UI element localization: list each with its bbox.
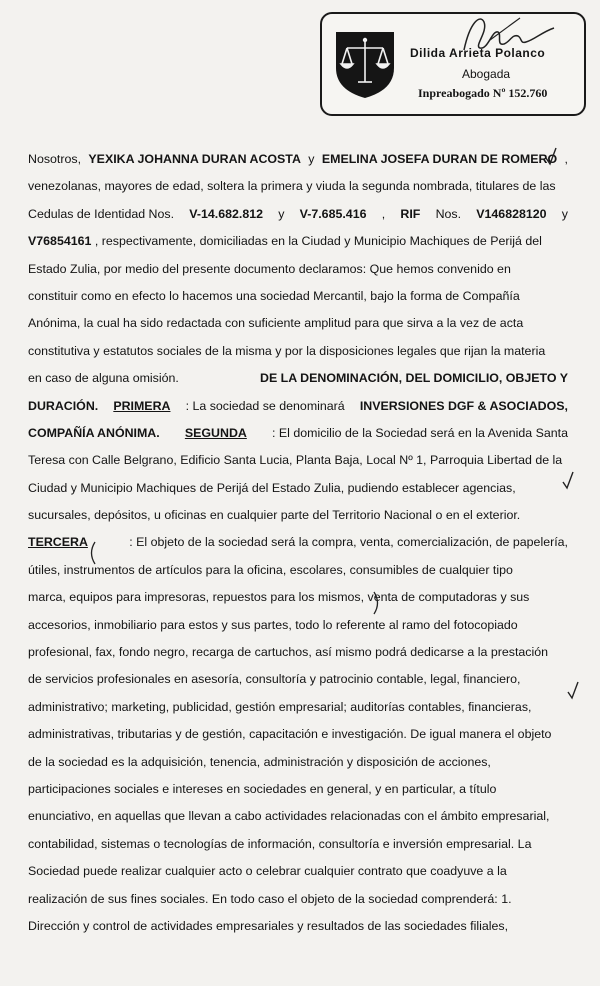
text-segment: COMPAÑÍA ANÓNIMA.	[28, 425, 160, 440]
text-segment: : La sociedad se denominará	[185, 398, 345, 413]
text-line	[28, 150, 568, 177]
text-segment: Ciudad y Municipio Machiques de Perijá del Estado Zulia, pudiendo establecer agencias,	[28, 480, 516, 495]
text-line	[28, 260, 568, 287]
handwritten-bracket-icon	[87, 540, 97, 566]
text-segment: Cedulas de Identidad Nos.	[28, 206, 175, 221]
text-segment: y	[561, 206, 568, 221]
text-segment: de la sociedad es la adquisición, tenencia, administración y disposición de acciones,	[28, 754, 491, 769]
text-line	[28, 643, 568, 670]
text-segment: RIF	[400, 206, 421, 221]
scales-of-justice-icon	[334, 28, 396, 100]
handwritten-bracket-icon	[372, 590, 382, 616]
text-segment: y	[278, 206, 285, 221]
text-line	[28, 177, 568, 204]
text-segment: enunciativo, en aquellas que llevan a cabo actividades relacionadas con el ámbito empresarial,	[28, 809, 550, 824]
text-line	[28, 698, 568, 725]
text-segment: Estado Zulia, por medio del presente documento declaramos: Que hemos convenido en	[28, 261, 511, 276]
text-line	[28, 835, 568, 862]
text-segment: sucursales, depósitos, u oficinas en cualquier parte del Territorio Nacional o en el exterior.	[28, 508, 521, 523]
text-line	[28, 917, 568, 944]
text-segment: ,	[381, 206, 386, 221]
text-line	[28, 753, 568, 780]
text-segment: administrativo; marketing, publicidad, gestión empresarial; auditorías contables, financieras,	[28, 699, 532, 714]
check-mark-icon	[566, 680, 580, 702]
text-line	[28, 479, 568, 506]
text-segment: YEXIKA JOHANNA DURAN ACOSTA	[88, 152, 301, 166]
text-segment: Anónima, la cual ha sido redactada con suficiente amplitud para que sirva a la vez de acta	[28, 316, 524, 331]
text-line	[28, 616, 568, 643]
text-line	[28, 890, 568, 917]
text-line	[28, 670, 568, 697]
text-segment: Sociedad puede realizar cualquier acto o celebrar cualquier contrato que coadyuve a la	[28, 864, 507, 879]
text-line	[28, 533, 568, 560]
lawyer-stamp	[320, 12, 586, 116]
check-mark-icon	[544, 146, 558, 168]
text-segment: en caso de alguna omisión.	[28, 371, 179, 386]
text-line	[28, 780, 568, 807]
text-segment: constituir como en efecto lo hacemos una sociedad Mercantil, bajo la forma de Compañía	[28, 288, 520, 303]
text-segment: EMELINA JOSEFA DURAN DE ROMERO	[321, 152, 558, 166]
text-segment: , respectivamente, domiciliadas en la Ciudad y Municipio Machiques de Perijá del	[94, 234, 542, 249]
text-segment: ,	[564, 152, 568, 166]
text-segment: contabilidad, sistemas o tecnologías de información, consultoría e inversión empresarial. La	[28, 836, 532, 851]
text-segment: útiles, instrumentos de artículos para la oficina, escolares, consumibles de cualquier tipo	[28, 562, 513, 577]
text-line	[28, 314, 568, 341]
text-segment: V76854161	[28, 234, 92, 249]
text-line	[28, 232, 568, 259]
text-segment: INVERSIONES DGF & ASOCIADOS,	[359, 398, 568, 413]
text-line	[28, 807, 568, 834]
text-segment: DE LA DENOMINACIÓN, DEL DOMICILIO, OBJETO Y	[260, 371, 568, 386]
text-line	[28, 397, 568, 424]
text-segment: participaciones sociales e intereses en sociedades en general, y en particular, a título	[28, 781, 497, 796]
stamp-lawyer-name: Dilida Arrieta Polanco	[410, 46, 546, 60]
text-segment: Dirección y control de actividades empresariales y resultados de las sociedades filiales,	[28, 918, 509, 933]
stamp-registration-number: Inpreabogado Nº 152.760	[418, 86, 548, 100]
text-segment: V-14.682.812	[189, 206, 263, 221]
text-segment: : El domicilio de la Sociedad será en la Avenida Santa	[272, 425, 568, 440]
text-segment: administrativas, tributarias y de gestión, capacitación e investigación. De igual manera el objeto	[28, 727, 552, 742]
text-segment: realización de sus fines sociales. En todo caso el objeto de la sociedad comprenderá: 1.	[28, 891, 512, 906]
text-segment: accesorios, inmobiliario para estos y sus partes, todo lo referente al ramo del fotocopiado	[28, 617, 518, 632]
text-line	[28, 205, 568, 232]
text-line	[28, 451, 568, 478]
text-line	[28, 369, 568, 396]
text-segment: de servicios profesionales en asesoría, consultoría y patrocinio contable, legal, financiero,	[28, 672, 521, 687]
stamp-lawyer-title: Abogada	[462, 67, 511, 81]
text-line	[28, 725, 568, 752]
text-segment: Teresa con Calle Belgrano, Edificio Santa Lucia, Planta Baja, Local Nº 1, Parroquia Libertad de la	[28, 453, 563, 468]
text-segment: V146828120	[476, 206, 547, 221]
text-segment: Nos.	[435, 206, 462, 221]
text-line	[28, 506, 568, 533]
text-segment: DURACIÓN.	[28, 398, 99, 413]
check-mark-icon	[561, 470, 575, 492]
text-segment: Nosotros,	[28, 152, 82, 166]
text-line	[28, 342, 568, 369]
text-segment: profesional, fax, fondo negro, recarga de cartuchos, así mismo podrá dedicarse a la prestación	[28, 645, 549, 660]
text-segment: : El objeto de la sociedad será la compra, venta, comercialización, de papelería,	[129, 535, 568, 550]
document-body	[28, 150, 568, 944]
text-segment: TERCERA	[28, 535, 88, 550]
text-line	[28, 862, 568, 889]
text-segment: constitutiva y estatutos sociales de la misma y por la disposiciones legales que rijan la materia	[28, 343, 546, 358]
text-segment: SEGUNDA	[184, 425, 247, 440]
text-segment: y	[308, 152, 315, 166]
text-segment: venezolanas, mayores de edad, soltera la primera y viuda la segunda nombrada, titulares de las	[28, 179, 556, 194]
text-line	[28, 424, 568, 451]
text-segment: V-7.685.416	[299, 206, 367, 221]
text-line	[28, 287, 568, 314]
text-line	[28, 588, 568, 615]
text-line	[28, 561, 568, 588]
text-segment: PRIMERA	[113, 398, 171, 413]
text-segment: marca, equipos para impresoras, repuestos para los mismos, venta de computadoras y sus	[28, 590, 530, 605]
